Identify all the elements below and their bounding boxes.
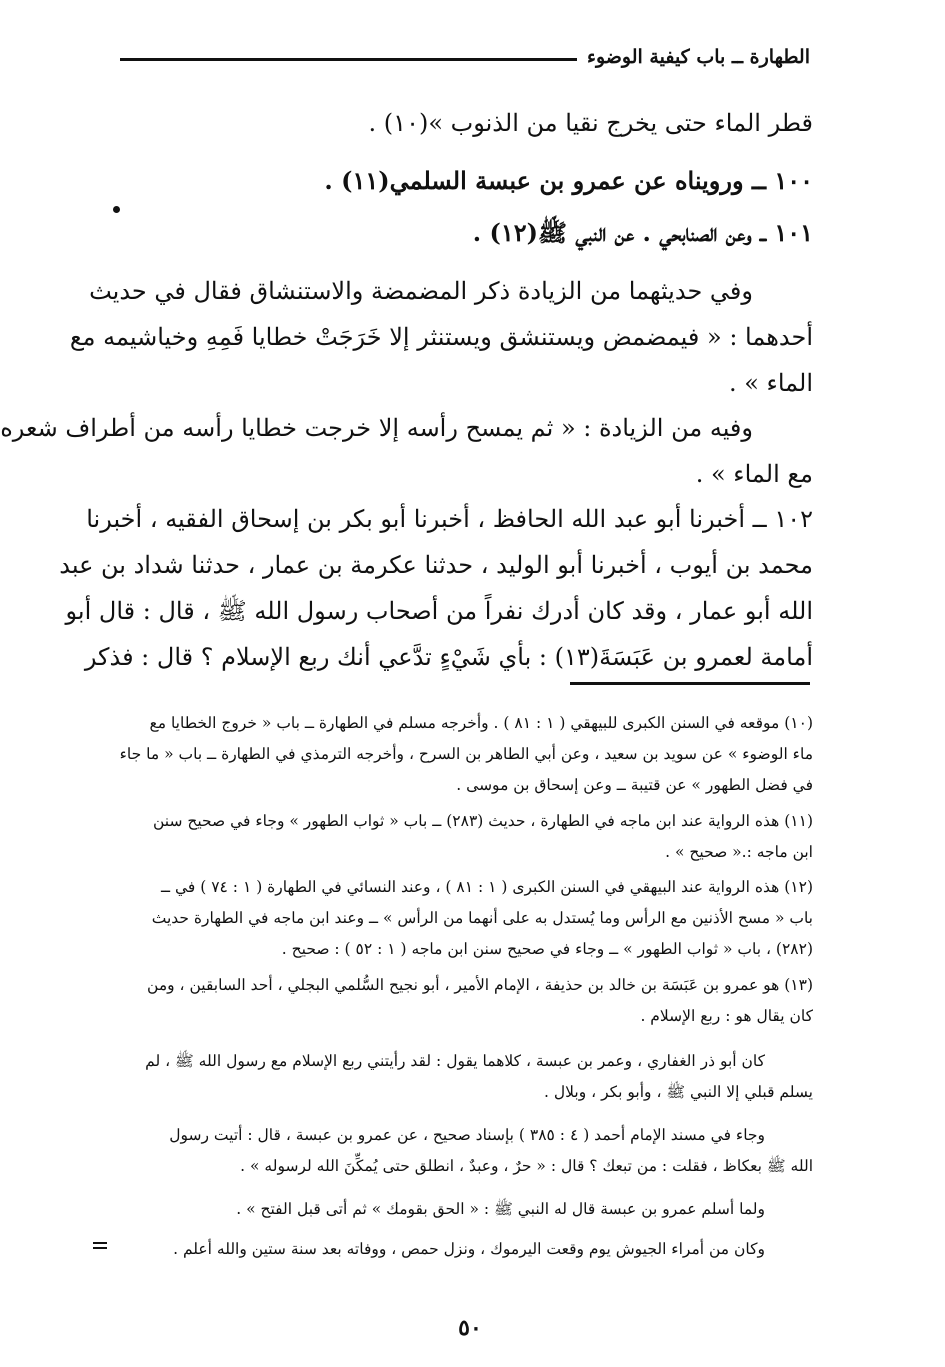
header-rule xyxy=(120,58,577,61)
footnote-13-islam xyxy=(123,1194,813,1225)
paragraph-line: ١٠٢ ــ أخبرنا أبو عبد الله الحافظ ، أخبرنا أبو بكر بن إسحاق الفقيه ، أخبرنا xyxy=(86,505,813,533)
footnote-line: (١٢) هذه الرواية عند البيهقي في السنن الكبرى ( ١ : ٨١ ) ، وعند النسائي في الطهارة ( ١ : ٧٤ ) في ــ xyxy=(160,878,813,896)
footnote-line: الله ﷺ بعكاظ ، فقلت : من تبعك ؟ قال : « حرٌ ، وعبدٌ ، انطلق حتى يُمكِّنَ الله لرسوله » . xyxy=(240,1157,813,1175)
main-line: قطر الماء حتى يخرج نقيا من الذنوب »(١٠) . xyxy=(368,109,813,137)
margin-dot xyxy=(113,206,120,213)
hadith-101: ١٠١ ــ وعن الصنابحي . عن النبي ﷺ(١٢) . xyxy=(472,218,813,247)
footnote-12 xyxy=(123,872,813,965)
footnote-line: وجاء في مسند الإمام أحمد ( ٤ : ٣٨٥ ) بإسناد صحيح ، عن عمرو بن عبسة ، قال : أتيت رسول xyxy=(169,1126,765,1144)
footnote-line: يسلم قبلي إلا النبي ﷺ ، وأبو بكر ، وبلال . xyxy=(544,1083,813,1101)
paragraph-line: وفيه من الزيادة : « ثم يمسح رأسه إلا خرجت خطايا رأسه من أطراف شعره xyxy=(0,414,753,442)
footnote-13-death xyxy=(123,1234,813,1265)
paragraph-line: أحدهما : « فيمضمض ويستنشق ويستنثر إلا خَرَجَتْ خطايا فَمِهِ وخياشيمه مع xyxy=(69,323,813,351)
margin-equals-mark xyxy=(93,1242,107,1252)
footnote-13-continued xyxy=(123,1046,813,1108)
footnote-line: وكان من أمراء الجيوش يوم وقعت اليرموك ، ونزل حمص ، ووفاته بعد سنة ستين والله أعلم . xyxy=(173,1240,765,1258)
footnote-separator xyxy=(570,682,810,685)
footnote-line: (١٣) هو عمرو بن عَبَسَة بن خالد بن حذيفة ، الإمام الأمير ، أبو نجيح السُّلمي البجلي ، أحد السابقين ، ومن xyxy=(147,976,813,994)
page-number: ٥٠ xyxy=(458,1315,482,1341)
paragraph-line: مع الماء » . xyxy=(695,460,813,488)
paragraph-line: وفي حديثهما من الزيادة ذكر المضمضة والاستنشاق فقال في حديث xyxy=(89,277,753,305)
hadith-100: ١٠٠ ــ ورويناه عن عمرو بن عبسة السلمي(١١) . xyxy=(324,166,813,195)
footnote-line: ابن ماجه :.« صحيح » . xyxy=(665,843,813,861)
footnote-13 xyxy=(123,970,813,1032)
footnote-10 xyxy=(119,708,813,801)
footnote-line: (١١) هذه الرواية عند ابن ماجه في الطهارة ، حديث (٢٨٣) ــ باب « ثواب الطهور » وجاء في صحيح سنن xyxy=(152,812,813,830)
paragraph-2 xyxy=(0,405,813,497)
footnote-line: ولما أسلم عمرو بن عبسة قال له النبي ﷺ : « الحق بقومك » ثم أتى قبل الفتح » . xyxy=(236,1200,765,1218)
paragraph-line: الماء » . xyxy=(728,369,813,397)
footnote-line: (١٠) موقعه في السنن الكبرى للبيهقي ( ١ : ٨١ ) . وأخرجه مسلم في الطهارة ــ باب « خروج الخطايا مع xyxy=(149,714,813,732)
main-lines xyxy=(123,100,813,256)
footnote-11 xyxy=(123,806,813,868)
footnote-line: في فضل الطهور » عن قتيبة ــ وعن إسحاق بن موسى . xyxy=(456,776,813,794)
running-header-title: الطهارة ــ باب كيفية الوضوء xyxy=(587,46,810,68)
footnote-13-musnad xyxy=(123,1120,813,1182)
footnote-line: (٢٨٢) ، باب « ثواب الطهور » ــ وجاء في صحيح سنن ابن ماجه ( ١ : ٥٢ ) : صحيح . xyxy=(281,940,813,958)
footnote-line: باب « مسح الأذنين مع الرأس وما يُستدل به على أنهما من الرأس » ــ وعند ابن ماجه في الطهارة حديث xyxy=(151,909,813,927)
paragraph-line: الله أبو عمار ، وقد كان أدرك نفراً من أصحاب رسول الله ﷺ ، قال : قال أبو xyxy=(65,597,813,625)
footnote-line: كان أبو ذر الغفاري ، وعمر بن عبسة ، كلاهما يقول : لقد رأيتني ربع الإسلام مع رسول الله ﷺ ، لم xyxy=(145,1052,765,1070)
footnote-line: كان يقال هو : ربع الإسلام . xyxy=(640,1007,813,1025)
hadith-102 xyxy=(59,496,813,680)
paragraph-line: أمامة لعمرو بن عَبَسَةَ(١٣) : بأي شَيْءٍ تدَّعي أنك ربع الإسلام ؟ قال : فذكر xyxy=(84,643,813,671)
footnote-line: ماء الوضوء » عن سويد بن سعيد ، وعن أبي الطاهر بن السرح ، وأخرجه الترمذي في الطهارة ــ باب « ما جاء xyxy=(119,745,813,763)
running-header xyxy=(120,46,810,68)
paragraph-line: محمد بن أيوب ، أخبرنا أبو الوليد ، حدثنا عكرمة بن عمار ، حدثنا شداد بن عبد xyxy=(59,551,813,579)
paragraph-1 xyxy=(69,268,813,406)
